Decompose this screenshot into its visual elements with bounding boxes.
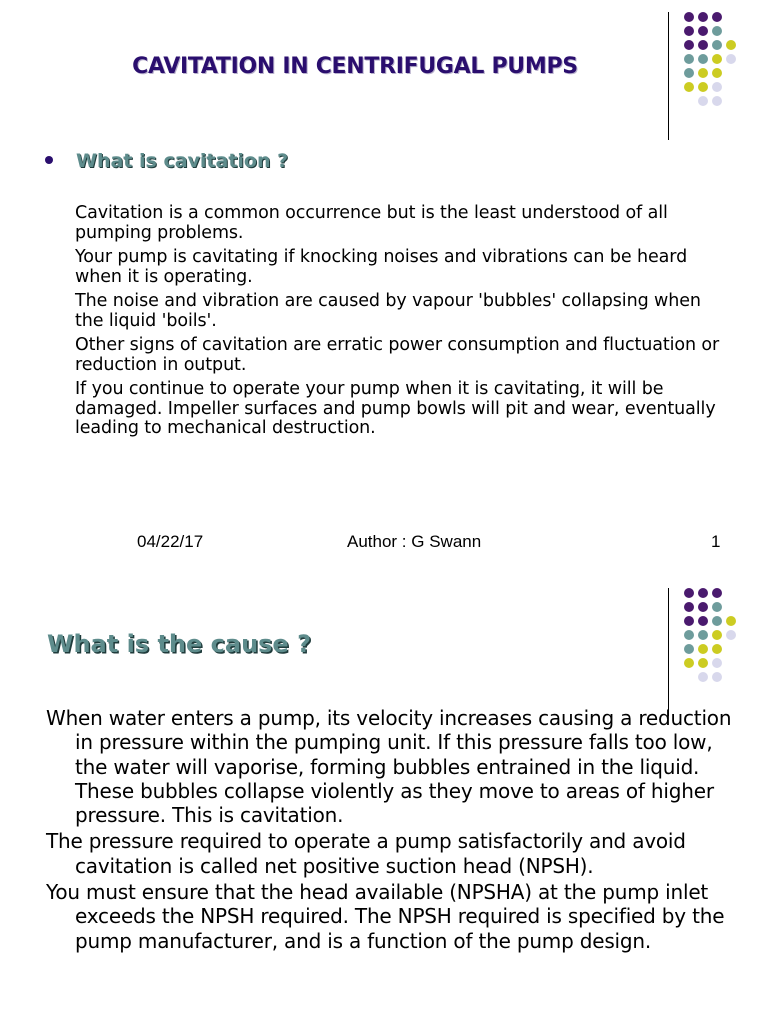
decorative-dot	[684, 40, 694, 50]
decorative-dot	[698, 12, 708, 22]
decorative-divider-line	[668, 588, 669, 716]
decorative-dot	[698, 616, 708, 626]
decorative-dot	[712, 96, 722, 106]
decorative-dot	[698, 588, 708, 598]
footer-date: 04/22/17	[137, 532, 204, 551]
paragraph: Your pump is cavitating if knocking noises and vibrations can be heard when it is operating.	[75, 247, 688, 287]
decorative-dot	[684, 630, 694, 640]
decorative-dot	[684, 12, 694, 22]
decorative-dot	[698, 40, 708, 50]
paragraph: When water enters a pump, its velocity increases causing a reduction in pressure within the pumping unit. If this pressure falls too low, the water will vaporise, forming bubbles entrained in the liquid. These bubbles collapse violently as they move to areas of higher pressure. This is cavitation.	[46, 706, 732, 828]
decorative-dot	[698, 96, 708, 106]
footer-author: Author : G Swann	[347, 532, 482, 551]
decorative-dot	[684, 616, 694, 626]
decorative-dot	[698, 630, 708, 640]
decorative-dot	[698, 644, 708, 654]
decorative-dot	[712, 630, 722, 640]
paragraph: The pressure required to operate a pump satisfactorily and avoid cavitation is called net positive suction head (NPSH).	[46, 829, 686, 878]
decorative-dot	[712, 40, 722, 50]
decorative-dot	[712, 26, 722, 36]
decorative-dot	[684, 588, 694, 598]
decorative-dot	[684, 644, 694, 654]
decorative-dot	[712, 616, 722, 626]
decorative-dot	[726, 54, 736, 64]
decorative-dot	[684, 658, 694, 668]
decorative-dot	[684, 26, 694, 36]
decorative-dot	[712, 54, 722, 64]
decorative-dot	[712, 68, 722, 78]
body-text	[46, 706, 736, 955]
decorative-dot	[684, 82, 694, 92]
footer-page-number: 1	[711, 532, 721, 551]
decorative-dot	[712, 644, 722, 654]
body-text	[75, 204, 725, 444]
paragraph: The noise and vibration are caused by vapour 'bubbles' collapsing when the liquid 'boils'.	[75, 291, 701, 331]
decorative-dot	[712, 672, 722, 682]
decorative-dot	[726, 40, 736, 50]
slide-title: What is the cause ?	[47, 630, 311, 658]
decorative-dot	[698, 602, 708, 612]
slide-2	[0, 576, 768, 1024]
decorative-dot	[712, 658, 722, 668]
decorative-dot	[712, 12, 722, 22]
decorative-dot	[712, 602, 722, 612]
decorative-dot	[712, 82, 722, 92]
decorative-dot	[698, 658, 708, 668]
decorative-dot	[698, 672, 708, 682]
decorative-dot	[726, 630, 736, 640]
decorative-dot	[698, 82, 708, 92]
paragraph: Other signs of cavitation are erratic power consumption and fluctuation or reduction in output.	[75, 335, 720, 375]
paragraph: You must ensure that the head available (NPSHA) at the pump inlet exceeds the NPSH required. The NPSH required is specified by the pump manufacturer, and is a function of the pump design.	[46, 880, 725, 953]
paragraph: Cavitation is a common occurrence but is the least understood of all pumping problems.	[75, 203, 668, 243]
bullet-heading: What is cavitation ?	[76, 150, 289, 172]
paragraph: If you continue to operate your pump when it is cavitating, it will be damaged. Impeller surfaces and pump bowls will pit and wear, eventually leading to mechanical destruction.	[75, 379, 716, 438]
decorative-dot	[712, 588, 722, 598]
slide-title: CAVITATION IN CENTRIFUGAL PUMPS	[132, 54, 578, 79]
decorative-dot	[726, 616, 736, 626]
decorative-dot	[698, 26, 708, 36]
decorative-dot	[684, 602, 694, 612]
bullet-point	[45, 156, 53, 164]
